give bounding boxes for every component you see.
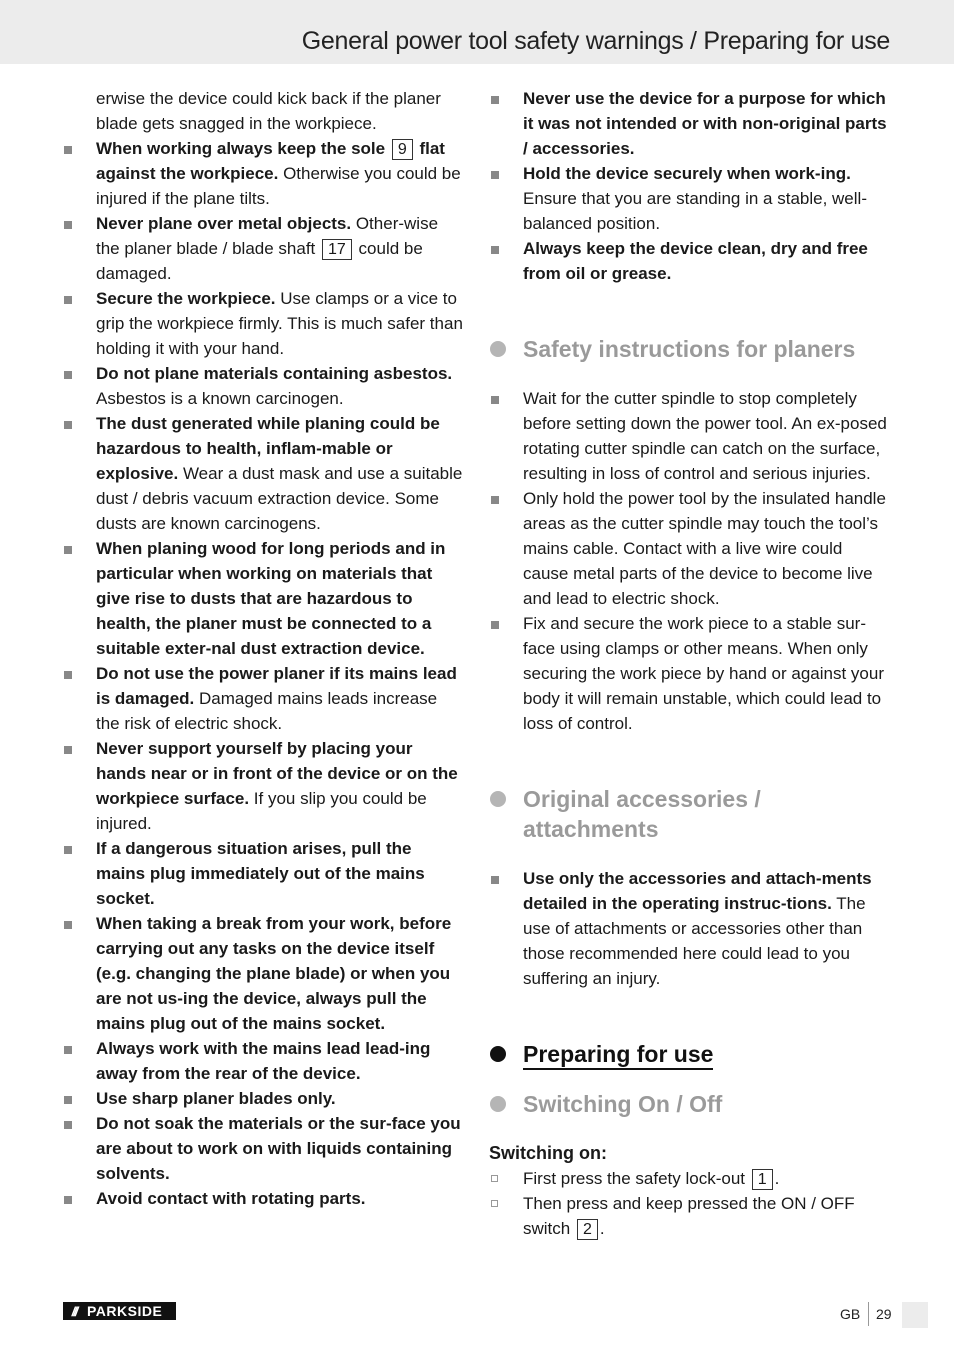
list-item: Never support yourself by placing your hands near or in front of the device or on the workpiece surface. If you slip you could be injured. (62, 736, 464, 836)
right-column (489, 86, 891, 1241)
section-heading-switching: Switching On / Off (489, 1089, 891, 1119)
logo-stripes-icon: /// (71, 1303, 77, 1319)
step-item: Then press and keep pressed the ON / OFF switch 2 . (489, 1191, 891, 1241)
footer-divider (868, 1302, 869, 1326)
part-number-badge: 1 (752, 1169, 773, 1190)
chapter-heading-preparing: Preparing for use (489, 1039, 891, 1069)
list-item: Do not use the power planer if its mains lead is damaged. Damaged mains leads increase the risk of electric shock. (62, 661, 464, 736)
list-item: Do not soak the materials or the sur-face you are about to work on with liquids containing solvents. (62, 1111, 464, 1186)
parkside-logo (63, 1302, 176, 1320)
list-item: Always work with the mains lead lead-ing away from the rear of the device. (62, 1036, 464, 1086)
section-heading-accessories: Original accessories / attachments (489, 784, 891, 844)
part-number-badge: 17 (322, 239, 352, 260)
part-number-badge: 9 (392, 139, 413, 160)
brand-name: PARKSIDE (87, 1303, 163, 1319)
list-item: If a dangerous situation arises, pull the mains plug immediately out of the mains socket. (62, 836, 464, 911)
continued-paragraph: erwise the device could kick back if the planer blade gets snagged in the workpiece. (96, 89, 441, 133)
list-item: Never plane over metal objects. Other-wise the planer blade / blade shaft 17 could be damaged. (62, 211, 464, 286)
list-item: Never use the device for a purpose for which it was not intended or with non-original parts / accessories. (489, 86, 891, 161)
list-item: When planing wood for long periods and in particular when working on materials that give rise to dusts that are hazardous to health, the planer must be connected to a suitable exter-nal dust extraction device. (62, 536, 464, 661)
list-item: Wait for the cutter spindle to stop completely before setting down the power tool. An ex-posed rotating cutter spindle can catch on the surface, resulting in loss of control and serious injuries. (489, 386, 891, 486)
list-item: Fix and secure the work piece to a stable sur-face using clamps or other means. When only securing the work piece by hand or against your body it will remain unstable, which could lead to loss of control. (489, 611, 891, 736)
list-item: When working always keep the sole 9 flat against the workpiece. Otherwise you could be injured if the plane tilts. (62, 136, 464, 211)
list-item: Use only the accessories and attach-ments detailed in the operating instruc-tions. The use of attachments or accessories other than those recommended here could lead to you suffering an injury. (489, 866, 891, 991)
list-item: Always keep the device clean, dry and free from oil or grease. (489, 236, 891, 286)
page-title: General power tool safety warnings / Preparing for use (301, 27, 890, 55)
list-item: Secure the workpiece. Use clamps or a vice to grip the workpiece firmly. This is much safer than holding it with your hand. (62, 286, 464, 361)
list-item: Hold the device securely when work-ing. Ensure that you are standing in a stable, well-balanced position. (489, 161, 891, 236)
section-heading-safety: Safety instructions for planers (489, 334, 891, 364)
part-number-badge: 2 (577, 1219, 598, 1240)
list-item: Only hold the power tool by the insulated handle areas as the cutter spindle may touch the tool’s mains cable. Contact with a live wire could cause metal parts of the device to become live and lead to electric shock. (489, 486, 891, 611)
list-item: When taking a break from your work, before carrying out any tasks on the device itself (e.g. changing the plane blade) or when you are not us-ing the device, always pull the mains plug out of the mains socket. (62, 911, 464, 1036)
subheading-switching-on: Switching on: (489, 1143, 607, 1163)
list-item: The dust generated while planing could be hazardous to health, inflam-mable or explosive. Wear a dust mask and use a suitable dust / debris vacuum extraction device. Some dusts are known carcinogens. (62, 411, 464, 536)
footer-tab-marker (902, 1302, 928, 1328)
list-item: Use sharp planer blades only. (62, 1086, 464, 1111)
list-item: Avoid contact with rotating parts. (62, 1186, 464, 1211)
left-column (62, 86, 464, 1211)
step-item: First press the safety lock-out 1 . (489, 1166, 891, 1191)
list-item: Do not plane materials containing asbestos. Asbestos is a known carcinogen. (62, 361, 464, 411)
language-code: GB (840, 1306, 861, 1322)
page-number: 29 (876, 1306, 892, 1322)
page-header (0, 0, 954, 64)
